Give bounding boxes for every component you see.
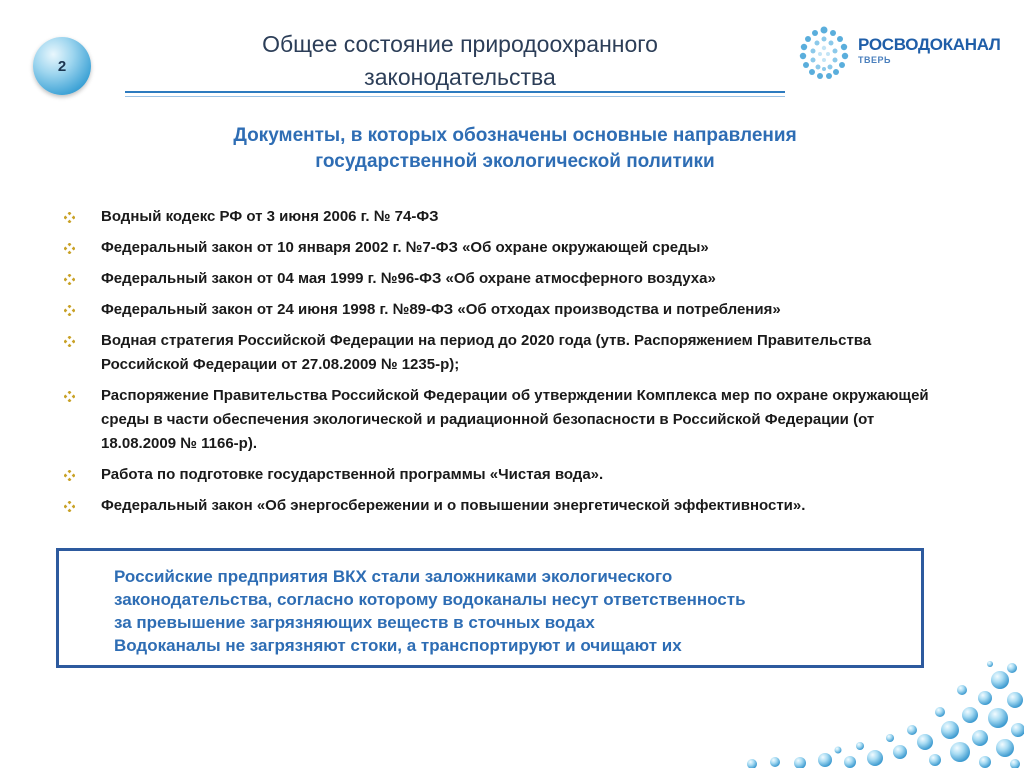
slide-title-line2: законодательства — [364, 64, 556, 90]
callout-box — [56, 548, 924, 668]
documents-list — [64, 205, 944, 525]
callout-line1: Российские предприятия ВКХ стали заложниками экологического — [114, 567, 673, 586]
list-item — [64, 463, 944, 487]
list-item — [64, 329, 944, 377]
water-drops-decoration-icon — [730, 660, 1024, 768]
diamond-bullet-icon — [64, 243, 75, 254]
logo-city: ТВЕРЬ — [858, 55, 891, 65]
list-item — [64, 205, 944, 229]
slide-title — [210, 28, 710, 94]
callout-text — [114, 565, 904, 657]
subtitle-line1: Документы, в которых обозначены основные направления — [233, 125, 797, 146]
company-logo — [793, 24, 1023, 84]
diamond-bullet-icon — [64, 274, 75, 285]
diamond-bullet-icon — [64, 305, 75, 316]
document-text: Работа по подготовке государственной программы «Чистая вода». — [101, 466, 604, 483]
document-text: Распоряжение Правительства Российской Федерации об утверждении Комплекса мер по охране окружающей среды в части обеспечения экологической и радиационной безопасности в Российской Федерации (от 18.08.2009 № 1166-р). — [101, 387, 929, 452]
callout-line3: за превышение загрязняющих веществ в сточных водах — [114, 613, 595, 632]
diamond-bullet-icon — [64, 501, 75, 512]
diamond-bullet-icon — [64, 336, 75, 347]
document-text: Федеральный закон от 10 января 2002 г. №7-ФЗ «Об охране окружающей среды» — [101, 239, 709, 256]
list-item — [64, 298, 944, 322]
diamond-bullet-icon — [64, 212, 75, 223]
callout-line2: законодательства, согласно которому водоканалы несут ответственность — [114, 590, 746, 609]
slide-title-line1: Общее состояние природоохранного — [262, 31, 658, 57]
document-text: Федеральный закон от 04 мая 1999 г. №96-ФЗ «Об охране атмосферного воздуха» — [101, 270, 716, 287]
document-text: Федеральный закон от 24 июня 1998 г. №89-ФЗ «Об отходах производства и потребления» — [101, 301, 781, 318]
list-item — [64, 494, 944, 518]
slide-number: 2 — [57, 57, 67, 75]
list-item — [64, 384, 944, 456]
document-text: Федеральный закон «Об энергосбережении и о повышении энергетической эффективности». — [101, 497, 806, 514]
diamond-bullet-icon — [64, 391, 75, 402]
document-text: Водная стратегия Российской Федерации на период до 2020 года (утв. Распоряжением Правительства Российской Федерации от 27.08.2009 № 1235-р); — [101, 332, 872, 373]
subtitle-line2: государственной экологической политики — [315, 151, 715, 172]
slide-number-badge — [33, 37, 91, 95]
list-item — [64, 236, 944, 260]
title-divider — [125, 91, 785, 97]
logo-name: РОСВОДОКАНАЛ — [858, 35, 1001, 54]
callout-line4: Водоканалы не загрязняют стоки, а транспортируют и очищают их — [114, 636, 682, 655]
list-item — [64, 267, 944, 291]
diamond-bullet-icon — [64, 470, 75, 481]
document-text: Водный кодекс РФ от 3 июня 2006 г. № 74-ФЗ — [101, 208, 439, 225]
section-subtitle — [150, 123, 880, 175]
water-drops-logo-icon — [793, 24, 855, 84]
